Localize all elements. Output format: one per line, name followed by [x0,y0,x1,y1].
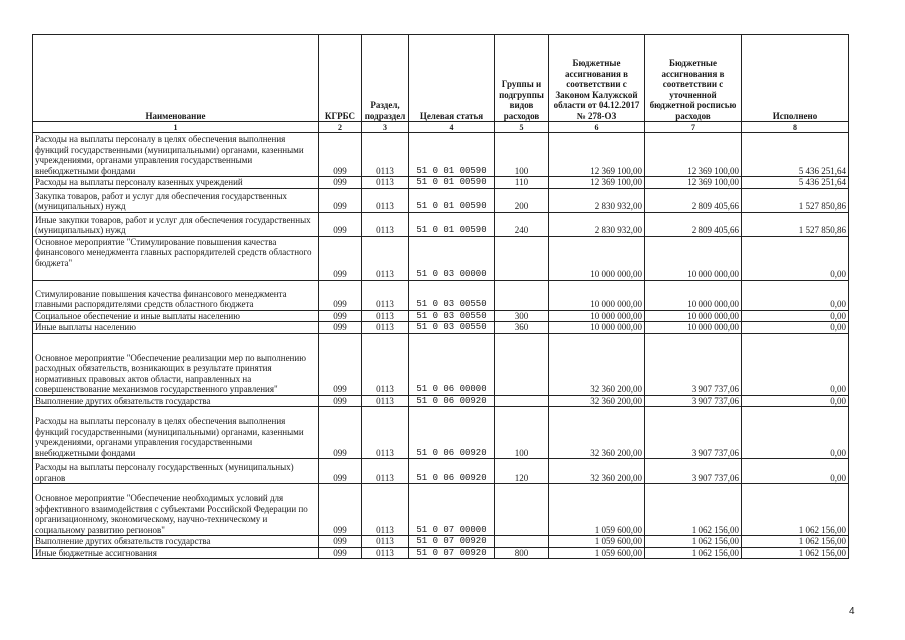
row-name: Иные закупки товаров, работ и услуг для обеспечения государственных (муниципальных) нужд [33,212,319,236]
column-number: 7 [645,122,742,133]
row-group [495,280,549,310]
column-number: 8 [742,122,849,133]
row-section: 0113 [362,212,409,236]
row-kgrbs: 099 [319,188,362,212]
row-name: Основное мероприятие "Обеспечение необходимых условий для эффективного взаимодействия с субъектами Российской Федерации по организационному, экономическому, научно-техническому и социальному развитию регионов" [33,484,319,536]
row-name: Закупка товаров, работ и услуг для обеспечения государственных (муниципальных) нужд [33,188,319,212]
row-section: 0113 [362,459,409,484]
row-name: Расходы на выплаты персоналу в целях обеспечения выполнения функций государственными (муниципальными) органами, казенными учреждениями, органами управления государственными внебюджетными фондами [33,133,319,177]
row-executed: 1 062 156,00 [742,484,849,536]
row-name: Выполнение других обязательств государства [33,395,319,407]
row-target: 51 0 06 00000 [409,333,495,395]
row-name: Стимулирование повышения качества финансового менеджмента главными распорядителями средств областного бюджета [33,280,319,310]
header-target: Целевая статья [409,35,495,122]
row-refined: 1 062 156,00 [645,536,742,548]
header-law: Бюджетные ассигнования в соответствии с Законом Калужской области от 04.12.2017 № 278-ОЗ [549,35,645,122]
row-kgrbs: 099 [319,133,362,177]
row-target: 51 0 01 00590 [409,188,495,212]
row-group [495,236,549,280]
row-law: 1 059 600,00 [549,536,645,548]
row-group: 200 [495,188,549,212]
row-target: 51 0 01 00590 [409,177,495,189]
row-executed: 0,00 [742,236,849,280]
row-law: 1 059 600,00 [549,547,645,559]
budget-table [32,34,849,559]
row-executed: 0,00 [742,322,849,334]
column-number: 2 [319,122,362,133]
header-name: Наименование [33,35,319,122]
row-group: 120 [495,459,549,484]
table-row [33,236,849,280]
row-refined: 3 907 737,06 [645,407,742,459]
table-row [33,333,849,395]
row-target: 51 0 01 00590 [409,212,495,236]
row-kgrbs: 099 [319,484,362,536]
row-law: 32 360 200,00 [549,395,645,407]
row-law: 1 059 600,00 [549,484,645,536]
row-executed: 0,00 [742,407,849,459]
row-target: 51 0 07 00920 [409,536,495,548]
row-law: 32 360 200,00 [549,407,645,459]
row-refined: 3 907 737,06 [645,395,742,407]
row-executed: 1 062 156,00 [742,547,849,559]
column-number: 1 [33,122,319,133]
row-executed: 5 436 251,64 [742,133,849,177]
row-group: 360 [495,322,549,334]
row-target: 51 0 06 00920 [409,459,495,484]
row-law: 32 360 200,00 [549,333,645,395]
row-executed: 5 436 251,64 [742,177,849,189]
row-kgrbs: 099 [319,407,362,459]
row-refined: 2 809 405,66 [645,188,742,212]
row-kgrbs: 099 [319,395,362,407]
row-kgrbs: 099 [319,236,362,280]
row-refined: 12 369 100,00 [645,133,742,177]
column-number: 4 [409,122,495,133]
row-target: 51 0 06 00920 [409,395,495,407]
row-refined: 3 907 737,06 [645,459,742,484]
row-target: 51 0 07 00000 [409,484,495,536]
row-law: 12 369 100,00 [549,133,645,177]
row-section: 0113 [362,322,409,334]
row-executed: 0,00 [742,459,849,484]
row-refined: 10 000 000,00 [645,310,742,322]
row-executed: 0,00 [742,310,849,322]
row-name: Иные бюджетные ассигнования [33,547,319,559]
row-group [495,536,549,548]
row-executed: 0,00 [742,395,849,407]
row-law: 12 369 100,00 [549,177,645,189]
header-executed: Исполнено [742,35,849,122]
row-refined: 12 369 100,00 [645,177,742,189]
row-law: 10 000 000,00 [549,280,645,310]
table-row [33,322,849,334]
row-section: 0113 [362,133,409,177]
row-section: 0113 [362,333,409,395]
row-kgrbs: 099 [319,547,362,559]
row-refined: 1 062 156,00 [645,547,742,559]
table-row [33,547,849,559]
table-row [33,484,849,536]
table-row [33,407,849,459]
row-name: Иные выплаты населению [33,322,319,334]
row-refined: 10 000 000,00 [645,280,742,310]
row-law: 10 000 000,00 [549,236,645,280]
row-target: 51 0 07 00920 [409,547,495,559]
row-kgrbs: 099 [319,212,362,236]
table-row [33,395,849,407]
row-law: 2 830 932,00 [549,188,645,212]
header-section: Раздел, подраздел [362,35,409,122]
row-executed: 0,00 [742,333,849,395]
row-group [495,333,549,395]
row-refined: 10 000 000,00 [645,236,742,280]
row-name: Основное мероприятие "Обеспечение реализации мер по выполнению расходных обязательств, возникающих в результате принятия нормативных правовых актов области, направленных на совершенствование механизмов государственного управления" [33,333,319,395]
row-kgrbs: 099 [319,333,362,395]
row-target: 51 0 03 00000 [409,236,495,280]
row-refined: 10 000 000,00 [645,322,742,334]
row-section: 0113 [362,188,409,212]
row-section: 0113 [362,236,409,280]
row-executed: 1 527 850,86 [742,188,849,212]
row-name: Расходы на выплаты персоналу в целях обеспечения выполнения функций государственными (муниципальными) органами, казенными учреждениями, органами управления государственными внебюджетными фондами [33,407,319,459]
row-target: 51 0 01 00590 [409,133,495,177]
header-refined: Бюджетные ассигнования в соответствии с уточненной бюджетной росписью расходов [645,35,742,122]
table-row [33,177,849,189]
row-refined: 2 809 405,66 [645,212,742,236]
row-section: 0113 [362,547,409,559]
row-target: 51 0 03 00550 [409,322,495,334]
row-kgrbs: 099 [319,322,362,334]
row-group: 300 [495,310,549,322]
row-law: 2 830 932,00 [549,212,645,236]
row-executed: 1 527 850,86 [742,212,849,236]
table-row [33,133,849,177]
row-target: 51 0 03 00550 [409,310,495,322]
row-law: 10 000 000,00 [549,322,645,334]
row-group [495,395,549,407]
table-row [33,536,849,548]
row-kgrbs: 099 [319,536,362,548]
row-kgrbs: 099 [319,177,362,189]
row-name: Расходы на выплаты персоналу государственных (муниципальных) органов [33,459,319,484]
row-section: 0113 [362,310,409,322]
row-section: 0113 [362,280,409,310]
row-name: Основное мероприятие "Стимулирование повышения качества финансового менеджмента главных распорядителей средств областного бюджета" [33,236,319,280]
column-number: 6 [549,122,645,133]
row-section: 0113 [362,177,409,189]
row-group: 800 [495,547,549,559]
table-row [33,212,849,236]
row-section: 0113 [362,407,409,459]
table-row [33,188,849,212]
column-number: 3 [362,122,409,133]
row-refined: 3 907 737,06 [645,333,742,395]
row-section: 0113 [362,536,409,548]
row-law: 10 000 000,00 [549,310,645,322]
row-refined: 1 062 156,00 [645,484,742,536]
page-number: 4 [849,606,855,617]
row-group: 240 [495,212,549,236]
row-group: 100 [495,133,549,177]
header-groups: Группы и подгруппы видов расходов [495,35,549,122]
row-section: 0113 [362,484,409,536]
row-target: 51 0 03 00550 [409,280,495,310]
row-executed: 0,00 [742,280,849,310]
row-kgrbs: 099 [319,310,362,322]
row-kgrbs: 099 [319,459,362,484]
row-name: Выполнение других обязательств государства [33,536,319,548]
row-law: 32 360 200,00 [549,459,645,484]
row-executed: 1 062 156,00 [742,536,849,548]
header-row [33,35,849,122]
header-kgrbs: КГРБС [319,35,362,122]
column-number: 5 [495,122,549,133]
row-section: 0113 [362,395,409,407]
row-name: Социальное обеспечение и иные выплаты населению [33,310,319,322]
row-group: 110 [495,177,549,189]
column-number-row [33,122,849,133]
row-name: Расходы на выплаты персоналу казенных учреждений [33,177,319,189]
row-target: 51 0 06 00920 [409,407,495,459]
table-row [33,459,849,484]
table-row [33,280,849,310]
table-row [33,310,849,322]
row-group: 100 [495,407,549,459]
row-group [495,484,549,536]
row-kgrbs: 099 [319,280,362,310]
